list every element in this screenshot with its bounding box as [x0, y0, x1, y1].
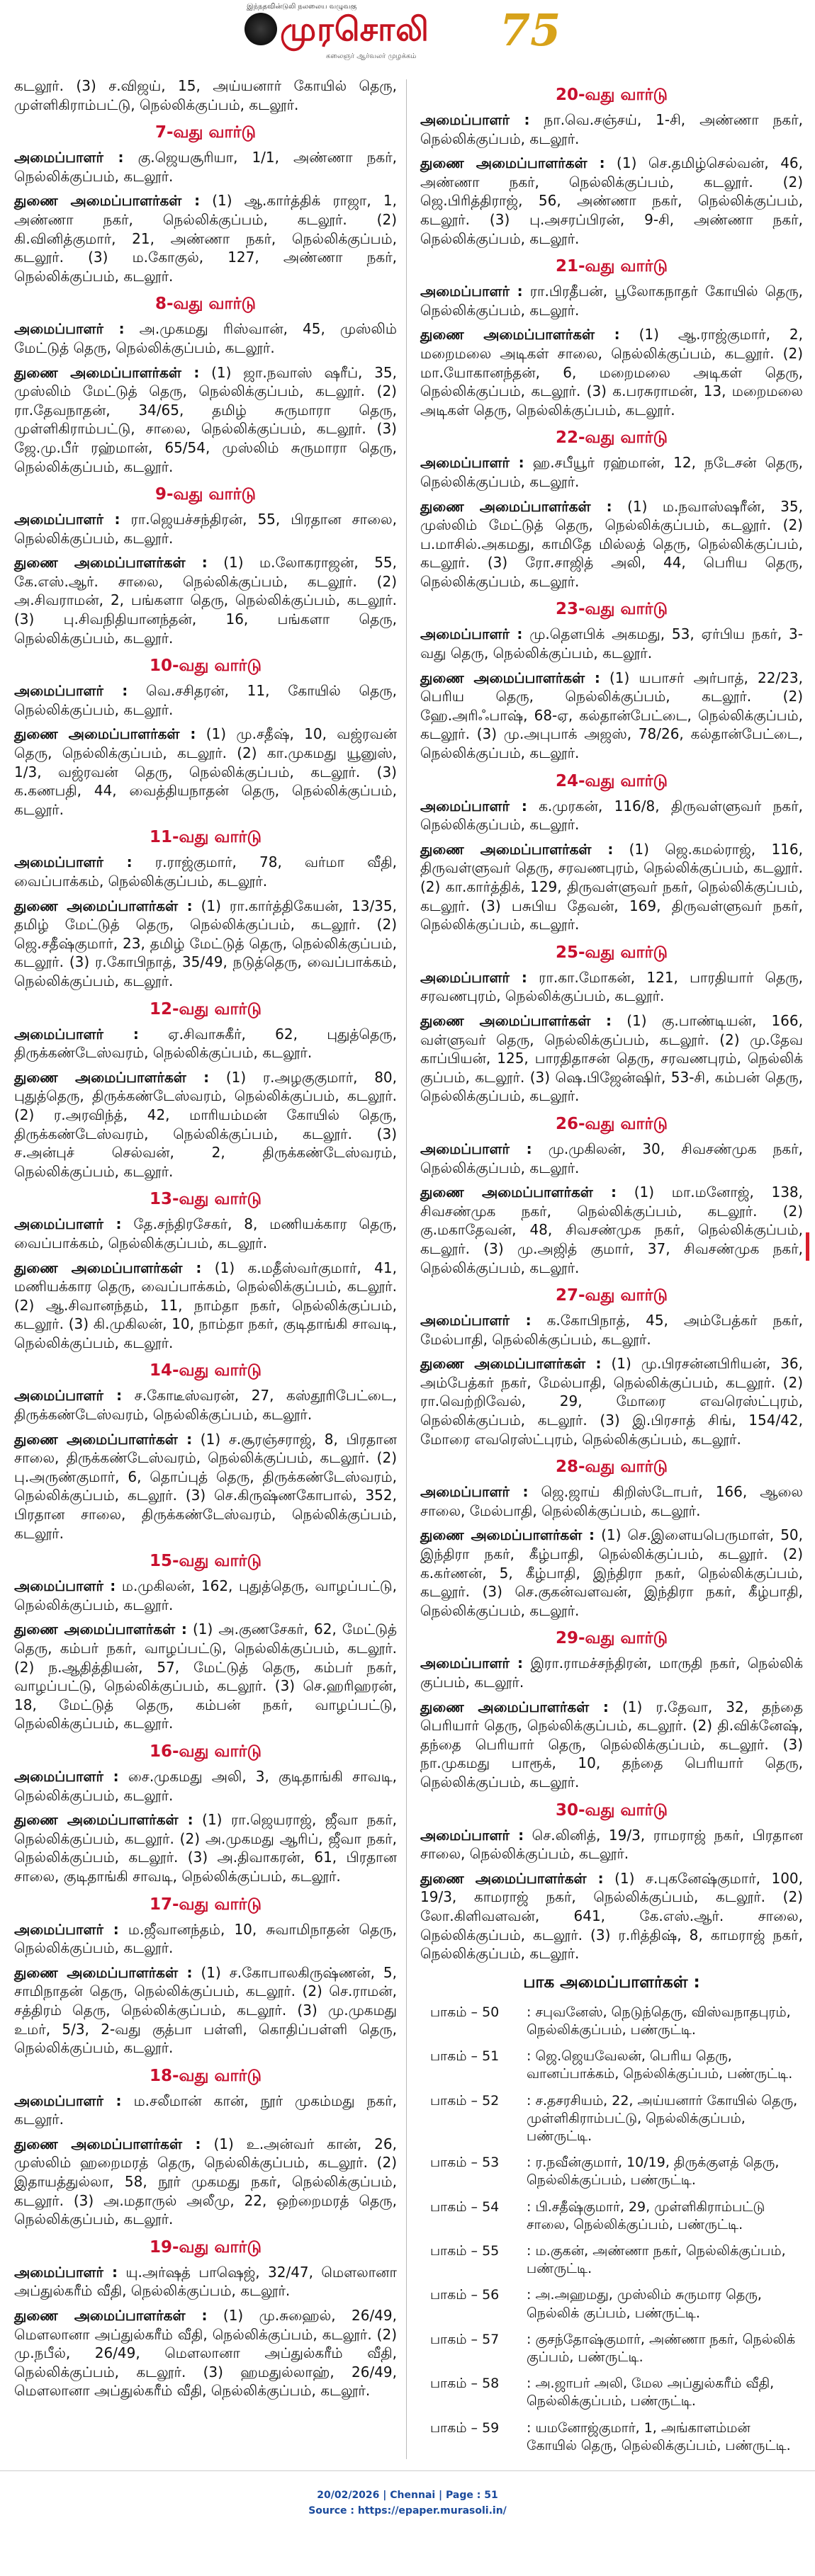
ward-section [14, 2236, 397, 2400]
deputy-organisers-entry [14, 897, 397, 991]
organiser-entry [420, 797, 803, 834]
booth-number: பாகம் – 54 [430, 2198, 500, 2215]
ward-section [14, 2065, 397, 2229]
organiser-entry [14, 1215, 397, 1252]
organiser-entry [420, 625, 803, 662]
ward-heading: 14-வது வார்டு [149, 1361, 262, 1380]
organiser-details: ரா.பிரதீபன், பூலோகநாதர் கோயில் தெரு, நெல்லிக்குப்பம், கடலூர். [420, 283, 804, 319]
deputy-organisers-details: (1) ச.கோபாலகிருஷ்ணன், 5, சாமிநாதன் தெரு, நெல்லிக்குப்பம், கடலூர். (2) செ.ராமன், சத்திரம் தெரு, நெல்லிக்குப்பம், கடலூர். (3) மு.முகமது உமர், 5/3, 2-வது குத்பா பள்ளி, கொதிப்பள்ளி தெரு, நெல்லிக்குப்பம், கடலூர். [14, 1963, 397, 2057]
deputy-organisers-label: துணை அமைப்பாளர்கள் : [420, 840, 614, 858]
organiser-label: அமைப்பாளர் : [14, 1387, 123, 1405]
deputy-organisers-entry [14, 1068, 397, 1181]
deputy-organisers-label: துணை அமைப்பாளர்கள் : [14, 1621, 187, 1638]
deputy-organisers-details: (1) ர.தேவா, 32, தந்தை பெரியார் தெரு, நெல்லிக்குப்பம், கடலூர். (2) தி.விக்னேஷ், தந்தை பெரியார் தெரு, நெல்லிக்குப்பம், கடலூர். (3) நா.முகமது பாரூக், 10, தந்தை பெரியார் தெரு, நெல்லிக்குப்பம், கடலூர். [420, 1698, 803, 1791]
ward-section [14, 1893, 397, 2058]
deputy-organisers-label: துணை அமைப்பாளர்கள் : [420, 669, 600, 686]
ward-heading: 19-வது வார்டு [149, 2237, 262, 2257]
polling-row [420, 2151, 803, 2195]
polling-row [420, 2045, 803, 2089]
ward-section [14, 1359, 397, 1543]
booth-organiser: : ஜெ.ஜெயவேலன், பெரிய தெரு, வானப்பாக்கம், நெல்லிக்குப்பம், பண்ருட்டி. [527, 2048, 793, 2082]
organiser-label: அமைப்பாளர் : [14, 853, 133, 871]
page-footer [0, 2487, 815, 2519]
ward-heading: 13-வது வார்டு [149, 1190, 262, 1209]
ward-section [420, 1284, 803, 1448]
deputy-organisers-label: துணை அமைப்பாளர்கள் : [420, 326, 620, 344]
deputy-organisers-label: துணை அமைப்பாளர்கள் : [14, 1259, 202, 1276]
organiser-entry [14, 1386, 397, 1424]
organiser-label: அமைப்பாளர் : [420, 968, 527, 986]
deputy-organisers-label: துணை அமைப்பாளர்கள் : [14, 897, 193, 914]
organiser-details: ரா.கா.மோகன், 121, பாரதியார் தெரு, சரவணபுரம், நெல்லிக்குப்பம், கடலூர். [420, 968, 804, 1005]
deputy-organisers-details: (1) மு.சதீஷ், 10, வஜ்ரவன் தெரு, நெல்லிக்குப்பம், கடலூர். (2) கா.முகமது யூனுஸ், 1/3, வஜ்ரவன் தெரு, நெல்லிக்குப்பம், கடலூர். (3) க.கணபதி, 44, வைத்தியநாதன் தெரு, நெல்லிக்குப்பம், கடலூர். [14, 725, 397, 818]
organiser-details: சை.முகமது அலி, 3, குடிதாங்கி சாவடி, நெல்லிக்குப்பம், கடலூர். [14, 1767, 398, 1804]
booth-organiser: : யமனோஜ்குமார், 1, அங்காளம்மன் கோயில் தெரு, நெல்லிக்குப்பம், பண்ருட்டி. [527, 2419, 791, 2453]
booth-number: பாகம் – 53 [430, 2155, 500, 2171]
deputy-organisers-entry [14, 1810, 397, 1885]
deputy-organisers-details: (1) உ.அன்வர் கான், 26, முஸ்லிம் ஹறைமரத் தெரு, நெல்லிக்குப்பம், கடலூர். (2) இதாயத்துல்லா, 58, நூர் முகமது நகர், நெல்லிக்குப்பம், கடலூர். (3) அ.மதாருல் அலீமு, 22, ஒற்றைமரத் தெரு, நெல்லிக்குப்பம், கடலூர். [14, 2135, 397, 2228]
deputy-organisers-label: துணை அமைப்பாளர்கள் : [420, 1355, 602, 1373]
ward-heading: 28-வது வார்டு [555, 1458, 668, 1477]
ward-section [420, 941, 803, 1106]
right-column [420, 76, 803, 2462]
deputy-organisers-label: துணை அமைப்பாளர்கள் : [14, 363, 200, 381]
deputy-organisers-entry [14, 2135, 397, 2229]
organiser-entry [14, 319, 397, 357]
polling-row [420, 2328, 803, 2372]
organiser-entry [14, 681, 397, 719]
organiser-label: அமைப்பாளர் : [14, 2263, 118, 2281]
deputy-organisers-details: (1) ம.நவாஸ்ஷரீன், 35, முஸ்லிம் மேட்டுத் தெரு, நெல்லிக்குப்பம், கடலூர். (2) ப.மாசில்.அகமது, காமிதே மில்லத் தெரு, நெல்லிக்குப்பம், கடலூர். (3) ரோ.சாஜித் அலி, 44, பெரிய தெரு, நெல்லிக்குப்பம், கடலூர். [420, 497, 803, 590]
deputy-organisers-label: துணை அமைப்பாளர்கள் : [14, 1430, 193, 1448]
organiser-details: ச.கோடீஸ்வரன், 27, கஸ்தூரிபேட்டை, திருக்கண்டேஸ்வரம், நெல்லிக்குப்பம், கடலூர். [14, 1387, 397, 1424]
polling-table-caption: பாக அமைப்பாளர்கள் : [523, 1973, 700, 1992]
organiser-details: க.முரகன், 116/8, திருவள்ளுவர் நகர், நெல்லிக்குப்பம், கடலூர். [420, 797, 804, 834]
organiser-details: யு.அர்ஷத் பாஷெஜ், 32/47, மௌலானா அப்துல்கரீம் வீதி, நெல்லிக்குப்பம், கடலூர். [14, 2263, 398, 2300]
booth-number: பாகம் – 50 [430, 2004, 500, 2020]
ward-section [420, 1456, 803, 1620]
organiser-details: இரா.ராமச்சந்திரன், மாருதி நகர், நெல்லிக் குப்பம், கடலூர். [420, 1655, 804, 1691]
organiser-label: அமைப்பாளர் : [14, 1920, 119, 1938]
organiser-entry [420, 1826, 803, 1863]
organiser-label: அமைப்பாளர் : [14, 2092, 122, 2109]
newspaper-emblem-icon [244, 13, 277, 45]
organiser-entry [14, 148, 397, 186]
deputy-organisers-label: துணை அமைப்பாளர்கள் : [420, 1011, 612, 1029]
ward-section [420, 770, 803, 934]
deputy-organisers-details: (1) அ.குணசேகர், 62, மேட்டுத் தெரு, கம்பர் நகர், வாழப்பட்டு, நெல்லிக்குப்பம், கடலூர். (2) ந.ஆதித்தியன், 57, மேட்டுத் தெரு, கம்பர் நகர், வாழப்பட்டு, நெல்லிக்குப்பம், கடலூர். (3) செ.ஹரிஹரன், 18, மேட்டுத் தெரு, கம்பன் நகர், வாழப்பட்டு, நெல்லிக்குப்பம், கடலூர். [14, 1621, 397, 1732]
organiser-entry [14, 510, 397, 547]
booth-organiser: : ச.தசரசியம், 22, அய்யனார் கோயில் தெரு, முள்ளிகிராம்பட்டு, நெல்லிக்குப்பம், பண்ருட்டி. [527, 2092, 798, 2144]
polling-row [420, 2196, 803, 2240]
column-divider [406, 79, 407, 2459]
right-ward-list [420, 84, 803, 1963]
booth-number: பாகம் – 51 [430, 2048, 500, 2065]
organiser-label: அமைப்பாளர் : [14, 511, 120, 528]
organiser-details: கு.ஜெயசூரியா, 1/1, அண்ணா நகர், நெல்லிக்குப்பம், கடலூர். [14, 149, 397, 185]
masthead-pretitle: இந்நதவின்டுலி நலலைய வழுவகு [247, 3, 357, 11]
organiser-entry [420, 1482, 803, 1520]
ward-heading: 15-வது வார்டு [149, 1552, 262, 1571]
ward-section [14, 1188, 397, 1352]
ward-heading: 9-வது வார்டு [154, 485, 257, 504]
organiser-details: அ.முகமது ரிஸ்வான், 45, முஸ்லிம் மேட்டுத் தெரு, நெல்லிக்குப்பம், கடலூர். [14, 320, 397, 356]
deputy-organisers-details: (1) மா.மனோஜ், 138, சிவசண்முக நகர், நெல்லிக்குப்பம், கடலூர். (2) கு.மகாதேவன், 48, சிவசண்முக நகர், நெல்லிக்குப்பம், கடலூர். (3) மு.அஜித் குமார், 37, சிவசண்முக நகர், நெல்லிக்குப்பம், கடலூர். [420, 1184, 803, 1276]
organiser-entry [420, 110, 803, 148]
booth-number: பாகம் – 52 [430, 2092, 500, 2109]
booth-organiser: : அ.ஜாபர் அலி, மேல அப்துல்கரீம் வீதி, நெல்லிக்குப்பம், பண்ருட்டி. [527, 2376, 775, 2410]
polling-row [420, 2089, 803, 2152]
ward-heading: 7-வது வார்டு [154, 123, 257, 142]
ward-heading: 24-வது வார்டு [555, 771, 668, 790]
organiser-entry [14, 2263, 397, 2300]
booth-number: பாகம் – 55 [430, 2242, 500, 2259]
organiser-entry [14, 1577, 397, 1614]
organiser-label: அமைப்பாளர் : [420, 111, 530, 128]
deputy-organisers-entry [420, 325, 803, 419]
masthead [0, 0, 815, 68]
organiser-entry [14, 853, 397, 890]
deputy-organisers-entry [14, 1259, 397, 1353]
organiser-details: வெ.சசிதரன், 11, கோயில் தெரு, நெல்லிக்குப்பம், கடலூர். [14, 682, 397, 718]
polling-row [420, 2240, 803, 2283]
ward-heading: 21-வது வார்டு [555, 257, 668, 276]
organiser-label: அமைப்பாளர் : [420, 1483, 529, 1501]
deputy-organisers-label: துணை அமைப்பாளர்கள் : [14, 2135, 201, 2152]
ward-heading: 30-வது வார்டு [555, 1800, 668, 1820]
ward-section [420, 84, 803, 248]
organiser-details: நா.வெ.சஞ்சய், 1-சி, அண்ணா நகர், நெல்லிக்குப்பம், கடலூர். [420, 111, 804, 147]
deputy-organisers-label: துணை அமைப்பாளர்கள் : [14, 192, 201, 210]
deputy-organisers-label: துணை அமைப்பாளர்கள் : [14, 554, 208, 572]
deputy-organisers-details: (1) செ.இளையபெருமாள், 50, இந்திரா நகர், கீழ்பாதி, நெல்லிக்குப்பம், கடலூர். (2) க.கர்ணன், 5, கீழ்பாதி, இந்திரா நகர், நெல்லிக்குப்பம், கடலூர். (3) செ.குகன்வளவன், இந்திரா நகர், கீழ்பாதி, நெல்லிக்குப்பம், கடலூர். [420, 1526, 803, 1619]
organiser-details: ரா.ஜெயச்சந்திரன், 55, பிரதான சாலை, நெல்லிக்குப்பம், கடலூர். [14, 511, 398, 547]
deputy-organisers-details: (1) செ.தமிழ்செல்வன், 46, அண்ணா நகர், நெல்லிக்குப்பம், கடலூர். (2) ஜெ.பிரித்திராஜ், 56, அண்ணா நகர், நெல்லிக்குப்பம், கடலூர். (3) பு.அசரப்பிரன், 9-சி, அண்ணா நகர், நெல்லிக்குப்பம், கடலூர். [420, 154, 803, 247]
organiser-details: ஏ.சிவாசுகீர், 62, புதுத்தெரு, திருக்கண்டேஸ்வரம், நெல்லிக்குப்பம், கடலூர். [14, 1025, 397, 1062]
organiser-entry [420, 453, 803, 491]
polling-row [420, 2417, 803, 2461]
deputy-organisers-entry [420, 1354, 803, 1448]
ward-section [14, 998, 397, 1181]
deputy-organisers-label: துணை அமைப்பாளர்கள் : [420, 154, 605, 172]
deputy-organisers-details: (1) ஜா.நவாஸ் ஷரீப், 35, முஸ்லிம் மேட்டுத் தெரு, நெல்லிக்குப்பம், கடலூர். (2) ரா.தேவநாதன், 34/65, தமிழ் சுருமாரா தெரு, முள்ளிகிராம்பட்டு, சாலை, நெல்லிக்குப்பம், கடலூர். (3) ஜே.மு.பீர் ரஹ்மான், 65/54, முஸ்லிம் சுருமாரா தெரு, நெல்லிக்குப்பம், கடலூர். [14, 363, 397, 475]
left-column [14, 76, 397, 2462]
ward-section [14, 483, 397, 647]
deputy-organisers-details: (1) க.மதீஸ்வர்குமார், 41, மணியக்கார தெரு, வைப்பாக்கம், நெல்லிக்குப்பம், கடலூர். (2) ஆ.சிவானந்தம், 11, நாம்தா நகர், நெல்லிக்குப்பம், கடலூர். (3) கி.முகிலன், 10, நாம்தா நகர், குடிதாங்கி சாவடி, நெல்லிக்குப்பம், கடலூர். [14, 1259, 397, 1351]
ward-heading: 20-வது வார்டு [555, 86, 668, 104]
deputy-organisers-label: துணை அமைப்பாளர்கள் : [14, 2307, 208, 2325]
deputy-organisers-entry [420, 497, 803, 591]
organiser-details: ம.முகிலன், 162, புதுத்தெரு, வாழப்பட்டு, நெல்லிக்குப்பம், கடலூர். [14, 1577, 397, 1613]
ward-heading: 27-வது வார்டு [555, 1286, 668, 1305]
organiser-label: அமைப்பாளர் : [420, 1140, 532, 1157]
polling-row [420, 2283, 803, 2327]
newspaper-title: முரசொலி [280, 10, 429, 48]
page-edge-marker [806, 1232, 809, 1261]
ward-section [420, 1627, 803, 1791]
organiser-label: அமைப்பாளர் : [420, 283, 523, 300]
deputy-organisers-details: (1) ரா.கார்த்திகேயன், 13/35, தமிழ் மேட்டுத் தெரு, நெல்லிக்குப்பம், கடலூர். (2) ஜெ.சதீஷ்குமார், 23, தமிழ் மேட்டுத் தெரு, நெல்லிக்குப்பம், கடலூர். (3) ர.கோபிநாத், 35/49, நடுத்தெரு, வைப்பாக்கம், நெல்லிக்குப்பம், கடலூர். [14, 897, 397, 989]
organiser-entry [14, 1025, 397, 1062]
deputy-organisers-details: (1) ம.லோகராஜன், 55, கே.எஸ்.ஆர். சாலை, நெல்லிக்குப்பம், கடலூர். (2) அ.சிவராமன், 2, பங்களா தெரு, நெல்லிக்குப்பம், கடலூர். (3) பு.சிவநிதியானந்தன், 16, பங்களா தெரு, நெல்லிக்குப்பம், கடலூர். [14, 554, 397, 647]
organiser-label: அமைப்பாளர் : [420, 1826, 524, 1844]
organiser-label: அமைப்பாளர் : [14, 149, 124, 166]
deputy-organisers-label: துணை அமைப்பாளர்கள் : [420, 497, 612, 515]
deputy-organisers-entry [420, 1526, 803, 1620]
organiser-label: அமைப்பாளர் : [14, 1215, 122, 1233]
anniversary-badge: 75 [500, 4, 561, 56]
deputy-organisers-details: (1) மு.சுஹைல், 26/49, மௌலானா அப்துல்கரீம் வீதி, நெல்லிக்குப்பம், கடலூர். (2) மு.நபீல், 26/49, மௌலானா அப்துல்கரீம் வீதி, நெல்லிக்குப்பம், கடலூர். (3) ஹமதுல்லாஹ், 26/49, மௌலானா அப்துல்கரீம் வீதி, நெல்லிக்குப்பம், கடலூர். [14, 2307, 397, 2400]
organiser-details: மு.முகிலன், 30, சிவசண்முக நகர், நெல்லிக்குப்பம், கடலூர். [420, 1140, 804, 1176]
organiser-label: அமைப்பாளர் : [14, 1025, 139, 1043]
organiser-entry [14, 1920, 397, 1958]
deputy-organisers-entry [14, 553, 397, 647]
organiser-label: அமைப்பாளர் : [420, 625, 523, 643]
deputy-organisers-details: (1) ரா.ஜெயராஜ், ஜீவா நகர், நெல்லிக்குப்பம், கடலூர். (2) அ.முகமது ஆரிப், ஜீவா நகர், நெல்லிக்குப்பம், கடலூர். (3) அ.திவாகரன், 61, பிரதான சாலை, குடிதாங்கி சாவடி, நெல்லிக்குப்பம், கடலூர். [14, 1811, 397, 1885]
deputy-organisers-details: (1) ர.அழகுகுமார், 80, புதுத்தெரு, திருக்கண்டேஸ்வரம், நெல்லிக்குப்பம், கடலூர். (2) ர.அரவிந்த், 42, மாரியம்மன் கோயில் தெரு, திருக்கண்டேஸ்வரம், நெல்லிக்குப்பம், கடலூர். (3) ச.அன்புச் செல்வன், 2, திருக்கண்டேஸ்வரம், நெல்லிக்குப்பம், கடலூர். [14, 1068, 397, 1180]
deputy-organisers-details: (1) ச.புகனேஷ்குமார், 100, 19/3, காமராஜ் நகர், நெல்லிக்குப்பம், கடலூர். (2) லோ.கிளிவளவன், 641, கே.எஸ்.ஆர். சாலை, நெல்லிக்குப்பம், கடலூர். (3) ர.ரித்திஷ், 8, காமராஜ் நகர், நெல்லிக்குப்பம், கடலூர். [420, 1869, 803, 1963]
continued-text: கடலூர். (3) ச.விஜய், 15, அய்யனார் கோயில் தெரு, முள்ளிகிராம்பட்டு, நெல்லிக்குப்பம், கடலூர். [14, 77, 397, 113]
deputy-organisers-label: துணை அமைப்பாளர்கள் : [14, 1068, 210, 1086]
ward-section [14, 826, 397, 990]
ward-section [14, 293, 397, 476]
organiser-label: அமைப்பாளர் : [14, 320, 125, 338]
footer-source-link[interactable]: Source : https://epaper.murasoli.in/ [308, 2505, 507, 2517]
booth-number: பாகம் – 56 [430, 2287, 500, 2303]
deputy-organisers-entry [420, 1011, 803, 1106]
organiser-details: ர.ராஜ்குமார், 78, வர்மா வீதி, வைப்பாக்கம், நெல்லிக்குப்பம், கடலூர். [14, 853, 397, 890]
deputy-organisers-details: (1) யபாசர் அர்பாத், 22/23, பெரிய தெரு, நெல்லிக்குப்பம், கடலூர். (2) ஹே.அரிஃபாஷ், 68-ஏ, கல்தான்பேட்டை, நெல்லிக்குப்பம், கடலூர். (3) மு.அபுபாக் அஜஸ், 78/26, கல்தான்பேட்டை, நெல்லிக்குப்பம், கடலூர். [420, 669, 803, 762]
deputy-organisers-entry [420, 1869, 803, 1963]
organiser-label: அமைப்பாளர் : [420, 1655, 524, 1672]
deputy-organisers-entry [420, 1183, 803, 1277]
deputy-organisers-entry [14, 1430, 397, 1543]
ward-section [420, 1113, 803, 1277]
deputy-organisers-details: (1) ஆ.கார்த்திக் ராஜா, 1, அண்ணா நகர், நெல்லிக்குப்பம், கடலூர். (2) கி.வினித்குமார், 21, அண்ணா நகர், நெல்லிக்குப்பம், கடலூர். (3) ம.கோகுல், 127, அண்ணா நகர், நெல்லிக்குப்பம், கடலூர். [14, 192, 397, 285]
ward-heading: 29-வது வார்டு [555, 1629, 668, 1648]
booth-organiser: : அ.அஹமது, முஸ்லிம் சுருமார தெரு, நெல்லிக் குப்பம், பண்ருட்டி. [527, 2287, 762, 2321]
polling-row [420, 2372, 803, 2416]
ward-heading: 16-வது வார்டு [149, 1742, 262, 1761]
organiser-label: அமைப்பாளர் : [14, 1767, 119, 1785]
ward-section [420, 1799, 803, 1963]
organiser-label: அமைப்பாளர் : [14, 1577, 116, 1595]
footer-date-page: 20/02/2026 | Chennai | Page : 51 [317, 2490, 498, 2501]
deputy-organisers-entry [420, 840, 803, 934]
deputy-organisers-details: (1) ச.சூரஞ்சராஜ், 8, பிரதான சாலை, திருக்கண்டேஸ்வரம், நெல்லிக்குப்பம், கடலூர். (2) பு.அருண்குமார், 6, தொப்புத் தெரு, திருக்கண்டேஸ்வரம், நெல்லிக்குப்பம், கடலூர். (3) செ.கிருஷ்ணகோபால், 352, பிரதான சாலை, திருக்கண்டேஸ்வரம், நெல்லிக்குப்பம், கடலூர். [14, 1430, 397, 1542]
deputy-organisers-label: துணை அமைப்பாளர்கள் : [420, 1526, 595, 1544]
ward-heading: 22-வது வார்டு [555, 429, 668, 448]
booth-organiser: : ர.நவீன்குமார், 10/19, திருக்குளத் தெரு, நெல்லிக்குப்பம், பண்ருட்டி. [527, 2155, 780, 2189]
ward-section [420, 598, 803, 762]
organiser-entry [14, 1767, 397, 1805]
organiser-label: அமைப்பாளர் : [420, 454, 524, 472]
deputy-organisers-details: (1) கு.பாண்டியன், 166, வள்ளுவர் தெரு, நெல்லிக்குப்பம், கடலூர். (2) மு.தேவ காப்பியன், 125, பாரதிதாசன் தெரு, சரவணபுரம், நெல்லிக் குப்பம், கடலூர். (3) ஷெ.பிஜேன்ஷிர், 53-சி, கம்பன் தெரு, நெல்லிக்குப்பம், கடலூர். [420, 1011, 803, 1105]
polling-booth-table [420, 1969, 803, 2461]
ward-section [14, 121, 397, 285]
deputy-organisers-entry [14, 191, 397, 285]
organiser-entry [420, 968, 803, 1006]
organiser-details: மு.தௌபிக் அகமது, 53, ஏர்பிய நகர், 3-வது தெரு, நெல்லிக்குப்பம், கடலூர். [420, 625, 803, 662]
organiser-label: அமைப்பாளர் : [14, 682, 128, 700]
organiser-label: அமைப்பாளர் : [420, 1312, 532, 1329]
left-ward-list [14, 121, 397, 2400]
deputy-organisers-entry [14, 725, 397, 819]
booth-number: பாகம் – 58 [430, 2376, 500, 2392]
ward-heading: 18-வது வார்டு [149, 2066, 262, 2085]
deputy-organisers-entry [14, 2306, 397, 2400]
ward-section [420, 255, 803, 419]
organiser-entry [420, 1654, 803, 1691]
organiser-details: செ.லினித், 19/3, ராமராஜ் நகர், பிரதான சாலை, நெல்லிக்குப்பம், கடலூர். [420, 1826, 803, 1863]
ward-heading: 8-வது வார்டு [154, 295, 257, 314]
ward-heading: 26-வது வார்டு [555, 1114, 668, 1133]
organiser-details: ம.ஜீவானந்தம், 10, சுவாமிநாதன் தெரு, நெல்லிக்குப்பம், கடலூர். [14, 1920, 398, 1957]
ward-section [14, 1740, 397, 1886]
organiser-entry [420, 1140, 803, 1177]
booth-number: பாகம் – 59 [430, 2419, 500, 2436]
deputy-organisers-entry [14, 1963, 397, 2058]
booth-organiser: : பி.சதீஷ்குமார், 29, முள்ளிகிராம்பட்டு சாலை, நெல்லிக்குப்பம், பண்ருட்டி. [527, 2198, 765, 2232]
organiser-entry [420, 1311, 803, 1349]
deputy-organisers-entry [420, 154, 803, 248]
organiser-details: ம.சலீமான் கான், நூர் முகம்மது நகர், கடலூர். [14, 2092, 398, 2128]
deputy-organisers-entry [14, 1620, 397, 1733]
masthead-subtitle: கலைஞர் ஆர்வலர் முழக்கம் [326, 52, 417, 60]
booth-number: பாகம் – 57 [430, 2331, 500, 2347]
ward-heading: 23-வது வார்டு [555, 600, 668, 619]
organiser-details: ஹ.சபீயூர் ரஹ்மான், 12, நடேசன் தெரு, நெல்லிக்குப்பம், கடலூர். [420, 454, 803, 490]
organiser-details: ஜெ.ஜாய் கிறிஸ்டோபர், 166, ஆலை சாலை, மேல்பாதி, நெல்லிக்குப்பம், கடலூர். [420, 1483, 804, 1519]
ward-heading: 12-வது வார்டு [149, 999, 262, 1019]
deputy-organisers-label: துணை அமைப்பாளர்கள் : [420, 1698, 609, 1715]
deputy-organisers-label: துணை அமைப்பாளர்கள் : [420, 1869, 604, 1887]
deputy-organisers-entry [420, 1698, 803, 1792]
polling-row [420, 2001, 803, 2045]
organiser-details: க.கோபிநாத், 45, அம்பேத்கர் நகர், மேல்பாதி, நெல்லிக்குப்பம், கடலூர். [420, 1312, 804, 1348]
ward-heading: 11-வது வார்டு [149, 828, 262, 847]
booth-organiser: : குசந்தோஷ்குமார், அண்ணா நகர், நெல்லிக் குப்பம், பண்ருட்டி. [527, 2331, 796, 2365]
footer-divider [0, 2470, 815, 2471]
deputy-organisers-details: (1) மு.பிரசன்னபிரியன், 36, அம்பேத்கர் நகர், மேல்பாதி, நெல்லிக்குப்பம், கடலூர். (2) ரா.வெற்றிவேல், 29, மோரை எவரெஸ்ட்புரம், நெல்லிக்குப்பம், கடலூர். (3) இ.பிரசாத் சிங், 154/42, மோரை எவரெஸ்ட்புரம், நெல்லிக்குப்பம், கடலூர். [420, 1355, 803, 1448]
ward-heading: 17-வது வார்டு [149, 1895, 262, 1914]
booth-organiser: : ம.குகன், அண்ணா நகர், நெல்லிக்குப்பம், பண்ருட்டி. [527, 2242, 786, 2277]
deputy-organisers-entry [420, 669, 803, 763]
ward-section [14, 654, 397, 819]
organiser-entry [14, 2092, 397, 2129]
ward-heading: 25-வது வார்டு [555, 943, 668, 962]
deputy-organisers-label: துணை அமைப்பாளர்கள் : [14, 1963, 193, 1981]
deputy-organisers-label: துணை அமைப்பாளர்கள் : [420, 1184, 617, 1201]
deputy-organisers-details: (1) ஜெ.கமல்ராஜ், 116, திருவள்ளுவர் தெரு, சரவணபுரம், நெல்லிக்குப்பம், கடலூர். (2) கா.கார்த்திக், 129, திருவள்ளுவர் நகர், நெல்லிக்குப்பம், கடலூர். (3) பசுபிய தேவன், 169, திருவள்ளுவர் நகர், நெல்லிக்குப்பம், கடலூர். [420, 840, 803, 934]
ward-section [420, 426, 803, 591]
deputy-organisers-label: துணை அமைப்பாளர்கள் : [14, 725, 196, 743]
organiser-entry [420, 282, 803, 319]
ward-section [14, 1550, 397, 1733]
deputy-organisers-label: துணை அமைப்பாளர்கள் : [14, 1811, 193, 1829]
deputy-organisers-details: (1) ஆ.ராஜ்குமார், 2, மறைமலை அடிகள் சாலை, நெல்லிக்குப்பம், கடலூர். (2) மா.யோகானந்தன், 6, மறைமலை அடிகள் தெரு, நெல்லிக்குப்பம், கடலூர். (3) க.பரசுராமன், 13, மறைமலை அடிகள் தெரு, நெல்லிக்குப்பம், கடலூர். [420, 326, 803, 419]
ward-heading: 10-வது வார்டு [149, 657, 262, 676]
deputy-organisers-entry [14, 363, 397, 477]
booth-organiser: : சபுவனேஸ், நெடுந்தெரு, விஸ்வநாதபுரம், நெல்லிக்குப்பம், பண்ருட்டி. [527, 2004, 791, 2038]
organiser-details: தே.சந்திரசேகர், 8, மணியக்கார தெரு, வைப்பாக்கம், நெல்லிக்குப்பம், கடலூர். [14, 1215, 398, 1252]
organiser-label: அமைப்பாளர் : [420, 797, 527, 815]
